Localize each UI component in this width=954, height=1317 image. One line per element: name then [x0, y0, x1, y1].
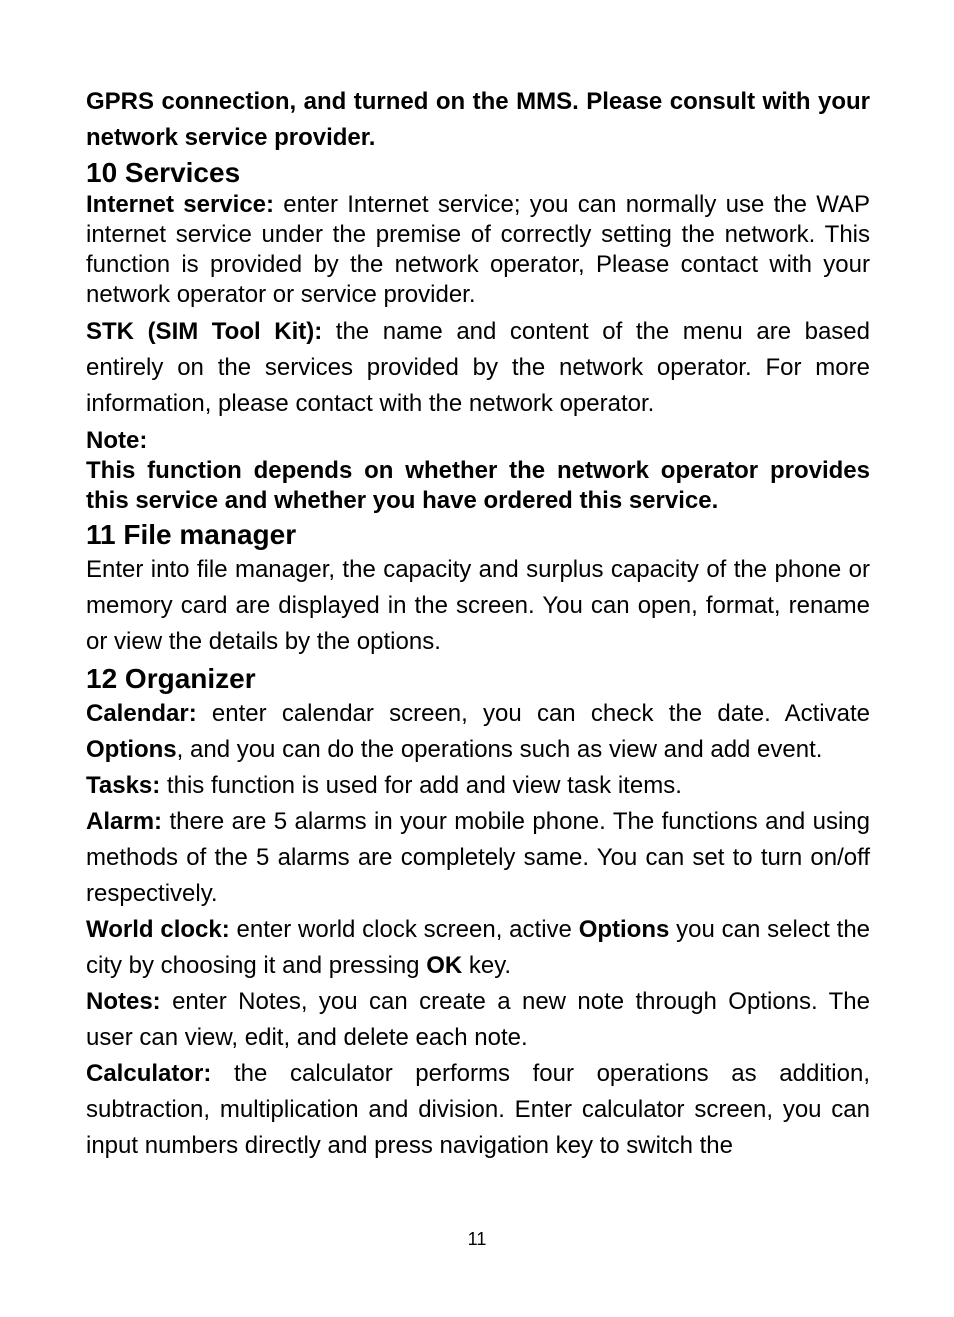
- intro-paragraph: GPRS connection, and turned on the MMS. Please consult with your network service provider.: [86, 88, 870, 151]
- stk-paragraph: [86, 314, 870, 422]
- calculator-paragraph: [86, 1056, 870, 1164]
- section-heading-organizer: 12 Organizer: [86, 663, 256, 694]
- world-clock-text-3: key.: [462, 952, 512, 979]
- page-number: 11: [467, 1229, 487, 1249]
- note-label: Note:: [86, 427, 148, 454]
- world-clock-text-2: you can select the city by choosing it and pressing: [86, 916, 871, 979]
- tasks-label: Tasks:: [86, 772, 161, 799]
- manual-page: [86, 84, 870, 1164]
- internet-service-label: Internet service:: [86, 191, 274, 218]
- file-manager-paragraph: Enter into file manager, the capacity and surplus capacity of the phone or memory card are displayed in the screen. You can open, format, rename or view the details by the options.: [86, 556, 870, 655]
- alarm-label: Alarm:: [86, 808, 163, 835]
- world-clock-options-keyword: Options: [578, 916, 670, 943]
- calendar-options-keyword: Options: [86, 736, 177, 763]
- internet-service-text: enter Internet service; you can normally use the WAP internet service under the premise of correctly setting the network. This function is provided by the network operator, Please contact with your network operator or service provider.: [86, 191, 870, 308]
- note-text: This function depends on whether the network operator provides this service and whether you have ordered this service.: [86, 457, 870, 514]
- notes-paragraph: [86, 984, 870, 1056]
- calculator-label: Calculator:: [86, 1060, 212, 1087]
- tasks-text: this function is used for add and view task items.: [160, 772, 682, 799]
- alarm-paragraph: [86, 804, 870, 912]
- section-heading-services: 10 Services: [86, 157, 241, 188]
- world-clock-label: World clock:: [86, 916, 230, 943]
- calendar-text-2: , and you can do the operations such as view and add event.: [176, 736, 823, 763]
- world-clock-paragraph: [86, 912, 870, 984]
- notes-label: Notes:: [86, 988, 161, 1015]
- internet-service-paragraph: [86, 190, 870, 310]
- world-clock-ok-keyword: OK: [426, 952, 463, 979]
- calendar-paragraph: [86, 696, 870, 768]
- notes-text: enter Notes, you can create a new note through Options. The user can view, edit, and delete each note.: [86, 988, 870, 1051]
- calculator-text: the calculator performs four operations as addition, subtraction, multiplication and division. Enter calculator screen, you can input numbers directly and press navigation key to switch the: [86, 1060, 870, 1159]
- calendar-label: Calendar:: [86, 700, 197, 727]
- world-clock-text-1: enter world clock screen, active: [229, 916, 579, 943]
- tasks-paragraph: [86, 768, 870, 804]
- section-heading-file-manager: 11 File manager: [86, 519, 297, 550]
- stk-label: STK (SIM Tool Kit):: [86, 318, 323, 345]
- alarm-text: there are 5 alarms in your mobile phone. The functions and using methods of the 5 alarms are completely same. You can set to turn on/off respectively.: [86, 808, 870, 907]
- calendar-text-1: enter calendar screen, you can check the date. Activate: [196, 700, 870, 727]
- stk-text: the name and content of the menu are based entirely on the services provided by the network operator. For more information, please contact with the network operator.: [86, 318, 870, 417]
